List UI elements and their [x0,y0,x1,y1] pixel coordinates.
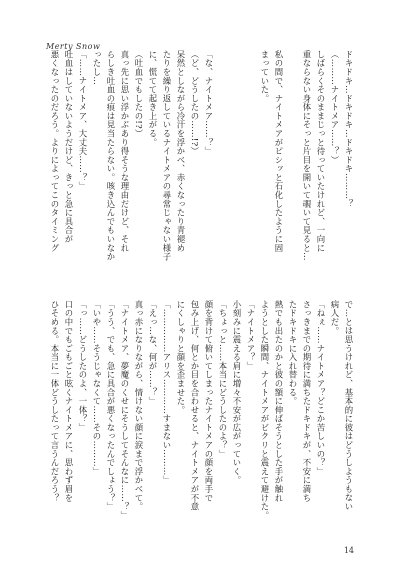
text-line: ようとした瞬間、ナイトメアがビクリと震えて避けた。 [260,300,270,520]
text-line: 「ねぇ……ナイトメア？どこか苦しいの？」 [316,300,326,476]
text-line: らしき吐血の痕は見当たらない。咳き込んでもいなか [106,50,116,261]
text-line [286,50,300,282]
lower-text-block [48,300,356,532]
text-line: 「えっ…な、何が……？」 [148,300,158,406]
text-line: 「ちょっと……本当にどうしたのよ？」 [218,300,228,459]
text-line: （吐血でもしたの!?） [134,50,144,138]
text-line: たりを繰り返しているナイトメアの尋常じゃない様子 [162,50,172,261]
text-line: 重ならない身体にそっと片目を開いて覗いて見ると… [302,50,312,261]
text-line: （………ナイトメア……？） [330,50,340,165]
text-line: 真っ赤になりながら、情けない顔に涙まで浮かべて。 [134,300,144,511]
text-line: で…とは思うけれど、基本的に彼はどうしようもない [344,300,354,511]
text-line: まっていた。 [260,50,270,103]
text-line: 真っ先に思い浮かぶあり得そうな理由だけど、それ [120,50,130,253]
text-line: ドキドキ…ドキドキ…ドキドキ………？ [344,50,354,209]
text-line: 包み上げ、何とか目を合わせると、ナイトメアが不意 [190,300,200,511]
running-title: Merty Snow [46,42,101,51]
text-line: 病人だ。 [330,300,340,336]
text-line: 「ナイトメア、夢魔のくせにそうしてそんなに……？」 [120,300,130,520]
text-line: ったし… [92,50,102,86]
page-number: 14 [343,546,354,555]
text-line: にくしゃりと顔を歪ませた。 [176,300,186,415]
text-line: しばらくそのままじっと待っていたけれど、一向に [316,50,326,253]
text-line: 呆然としながら冷汗を浮かべ、赤くなったり青褪め [176,50,186,253]
text-line: 小刻みに震える肩に増々不安が広がっていく。 [232,300,242,485]
text-line: に、慌てて起き上がる。 [148,50,158,147]
text-line: ひそめる。本当に一体どうしたって言うんだろう？ [50,300,60,503]
text-line: 吐血はしていないようだけど、きっと急に具合が [64,50,74,244]
text-line [216,50,230,282]
text-line: 「っ……どうしたのよ、一体？」 [78,300,88,432]
text-line: 「……………アリス…………すまない………」 [162,300,172,485]
text-line: 「いや……そうじゃなくて……その………」 [92,300,102,476]
text-line: さっきまでの期待に満ちたドキドキが、不安に満ち [302,300,312,503]
text-line: 「……ナイトメア、大丈夫……？」 [78,50,88,191]
text-line: たドキドキに入れ替わる。 [288,300,298,406]
text-line: （ど、どうしたの……!?） [190,50,200,156]
text-line: 「うう、でも、急に具合が悪くなったんでしょう？」 [106,300,116,511]
text-line [230,50,244,282]
text-line: 「ナイトメア？」 [246,300,256,371]
text-line: 私の間で、ナイトメアがピシッと石化したように固 [274,50,284,253]
text-line: 熱でも出たのかと彼の額に伸ばそうとした手が触れ [274,300,284,503]
upper-text-block [48,50,356,282]
text-line [244,50,258,282]
text-line: 悪くなったのだろう。よりによってこのタイミング [50,50,60,253]
text-line: 顔を背けて俯いてしまったナイトメアの顔を両手で [204,300,214,503]
text-line: 「な、ナイトメア……？」 [204,50,214,156]
text-line: 口の中でもごもごと呟くナイトメアに、思わず眉を [64,300,74,503]
